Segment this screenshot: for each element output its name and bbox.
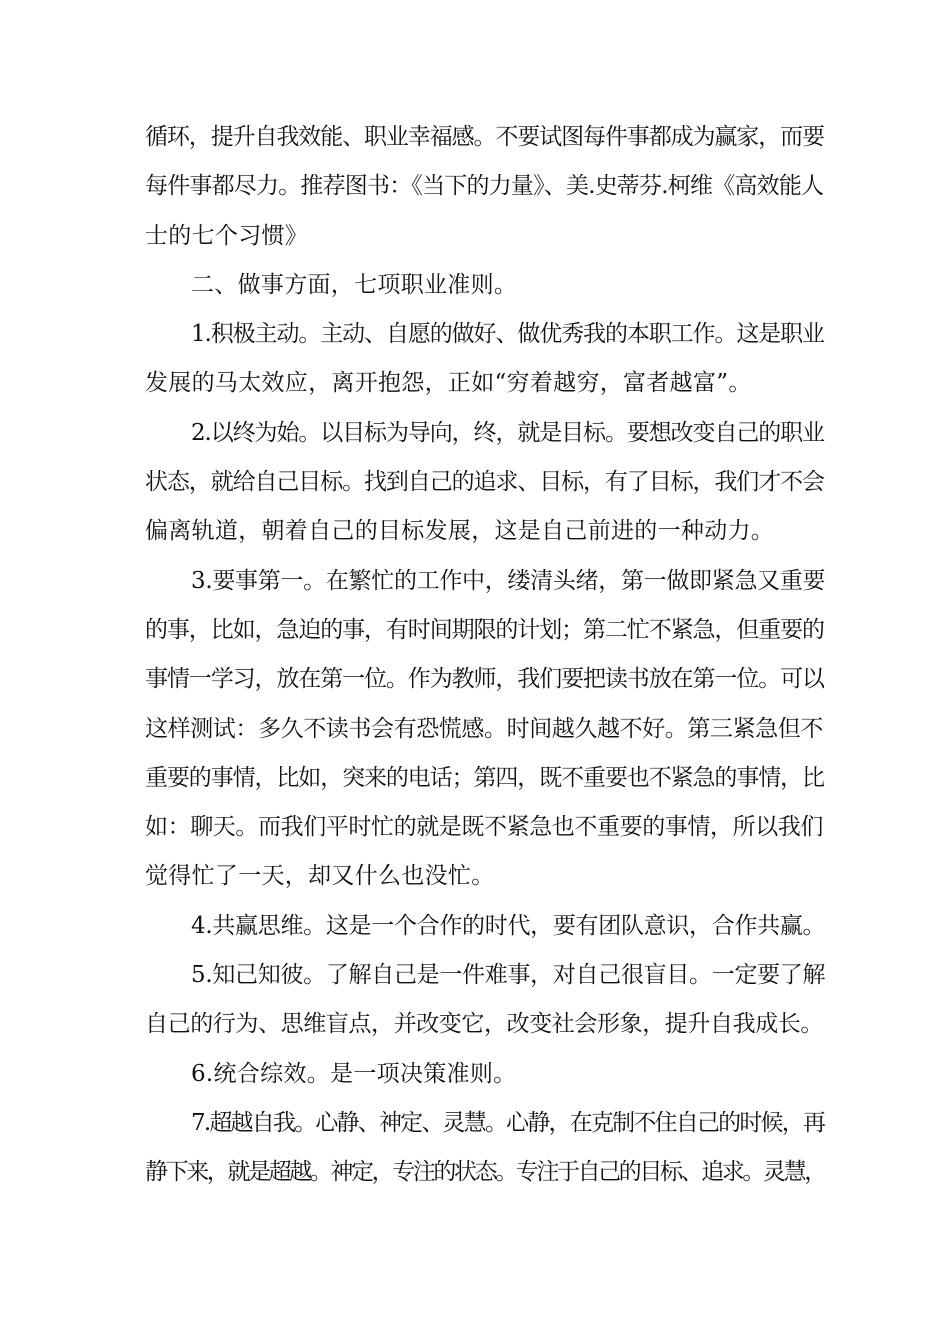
text-line: 发展的马太效应，离开抱怨，正如“穷着越穷，富者越富”。	[145, 370, 752, 397]
document-body	[145, 113, 825, 1198]
text-line: 7.超越自我。心静、神定、灵慧。心静，在克制不住自己的时候，再	[191, 1109, 825, 1136]
text-line: 如：聊天。而我们平时忙的就是既不紧急也不重要的事情，所以我们	[145, 814, 824, 841]
text-line: 的事，比如，急迫的事，有时间期限的计划；第二忙不紧急，但重要的	[145, 616, 824, 643]
text-line: 3.要事第一。在繁忙的工作中，缕清头绪，第一做即紧急又重要	[191, 567, 826, 594]
text-line: 每件事都尽力。推荐图书：《当下的力量》、美.史蒂芬.柯维《高效能人	[145, 173, 824, 200]
text-line: 状态，就给自己目标。找到自己的追求、目标，有了目标，我们才不会	[145, 469, 824, 496]
text-line: 循环，提升自我效能、职业幸福感。不要试图每件事都成为赢家，而要	[145, 124, 824, 150]
text-line: 2.以终为始。以目标为导向，终，就是目标。要想改变自己的职业	[191, 419, 824, 446]
paragraph-principle-2	[145, 409, 825, 557]
text-line: 事情一学习，放在第一位。作为教师，我们要把读书放在第一位。可以	[145, 666, 824, 693]
text-line: 6.统合综效。是一项决策准则。	[191, 1060, 517, 1087]
text-line: 这样测试：多久不读书会有恐慌感。时间越久越不好。第三紧急但不	[145, 715, 824, 742]
text-line: 自己的行为、思维盲点，并改变它，改变社会形象，提升自我成长。	[145, 1011, 824, 1038]
text-line: 静下来，就是超越。神定，专注的状态。专注于自己的目标、追求。灵慧，	[145, 1159, 825, 1186]
paragraph-intro-continued	[145, 113, 825, 261]
paragraph-principle-7	[145, 1099, 825, 1198]
text-line: 4.共赢思维。这是一个合作的时代，要有团队意识，合作共赢。	[191, 912, 826, 939]
text-line: 觉得忙了一天，却又什么也没忙。	[145, 863, 495, 890]
paragraph-principle-4	[145, 902, 825, 951]
paragraph-principle-5	[145, 951, 825, 1050]
text-line: 偏离轨道，朝着自己的目标发展，这是自己前进的一种动力。	[145, 518, 775, 545]
section-heading-text: 二、做事方面，七项职业准则。	[191, 271, 518, 298]
paragraph-principle-3	[145, 557, 825, 902]
text-line: 士的七个习惯》	[145, 222, 309, 249]
text-line: 1.积极主动。主动、自愿的做好、做优秀我的本职工作。这是职业	[191, 321, 824, 348]
text-line: 重要的事情，比如，突来的电话；第四，既不重要也不紧急的事情，比	[145, 764, 824, 791]
section-heading-two	[145, 261, 825, 310]
paragraph-principle-1	[145, 310, 825, 409]
text-line: 5.知己知彼。了解自己是一件难事，对自己很盲目。一定要了解	[191, 962, 826, 989]
paragraph-principle-6	[145, 1050, 825, 1099]
